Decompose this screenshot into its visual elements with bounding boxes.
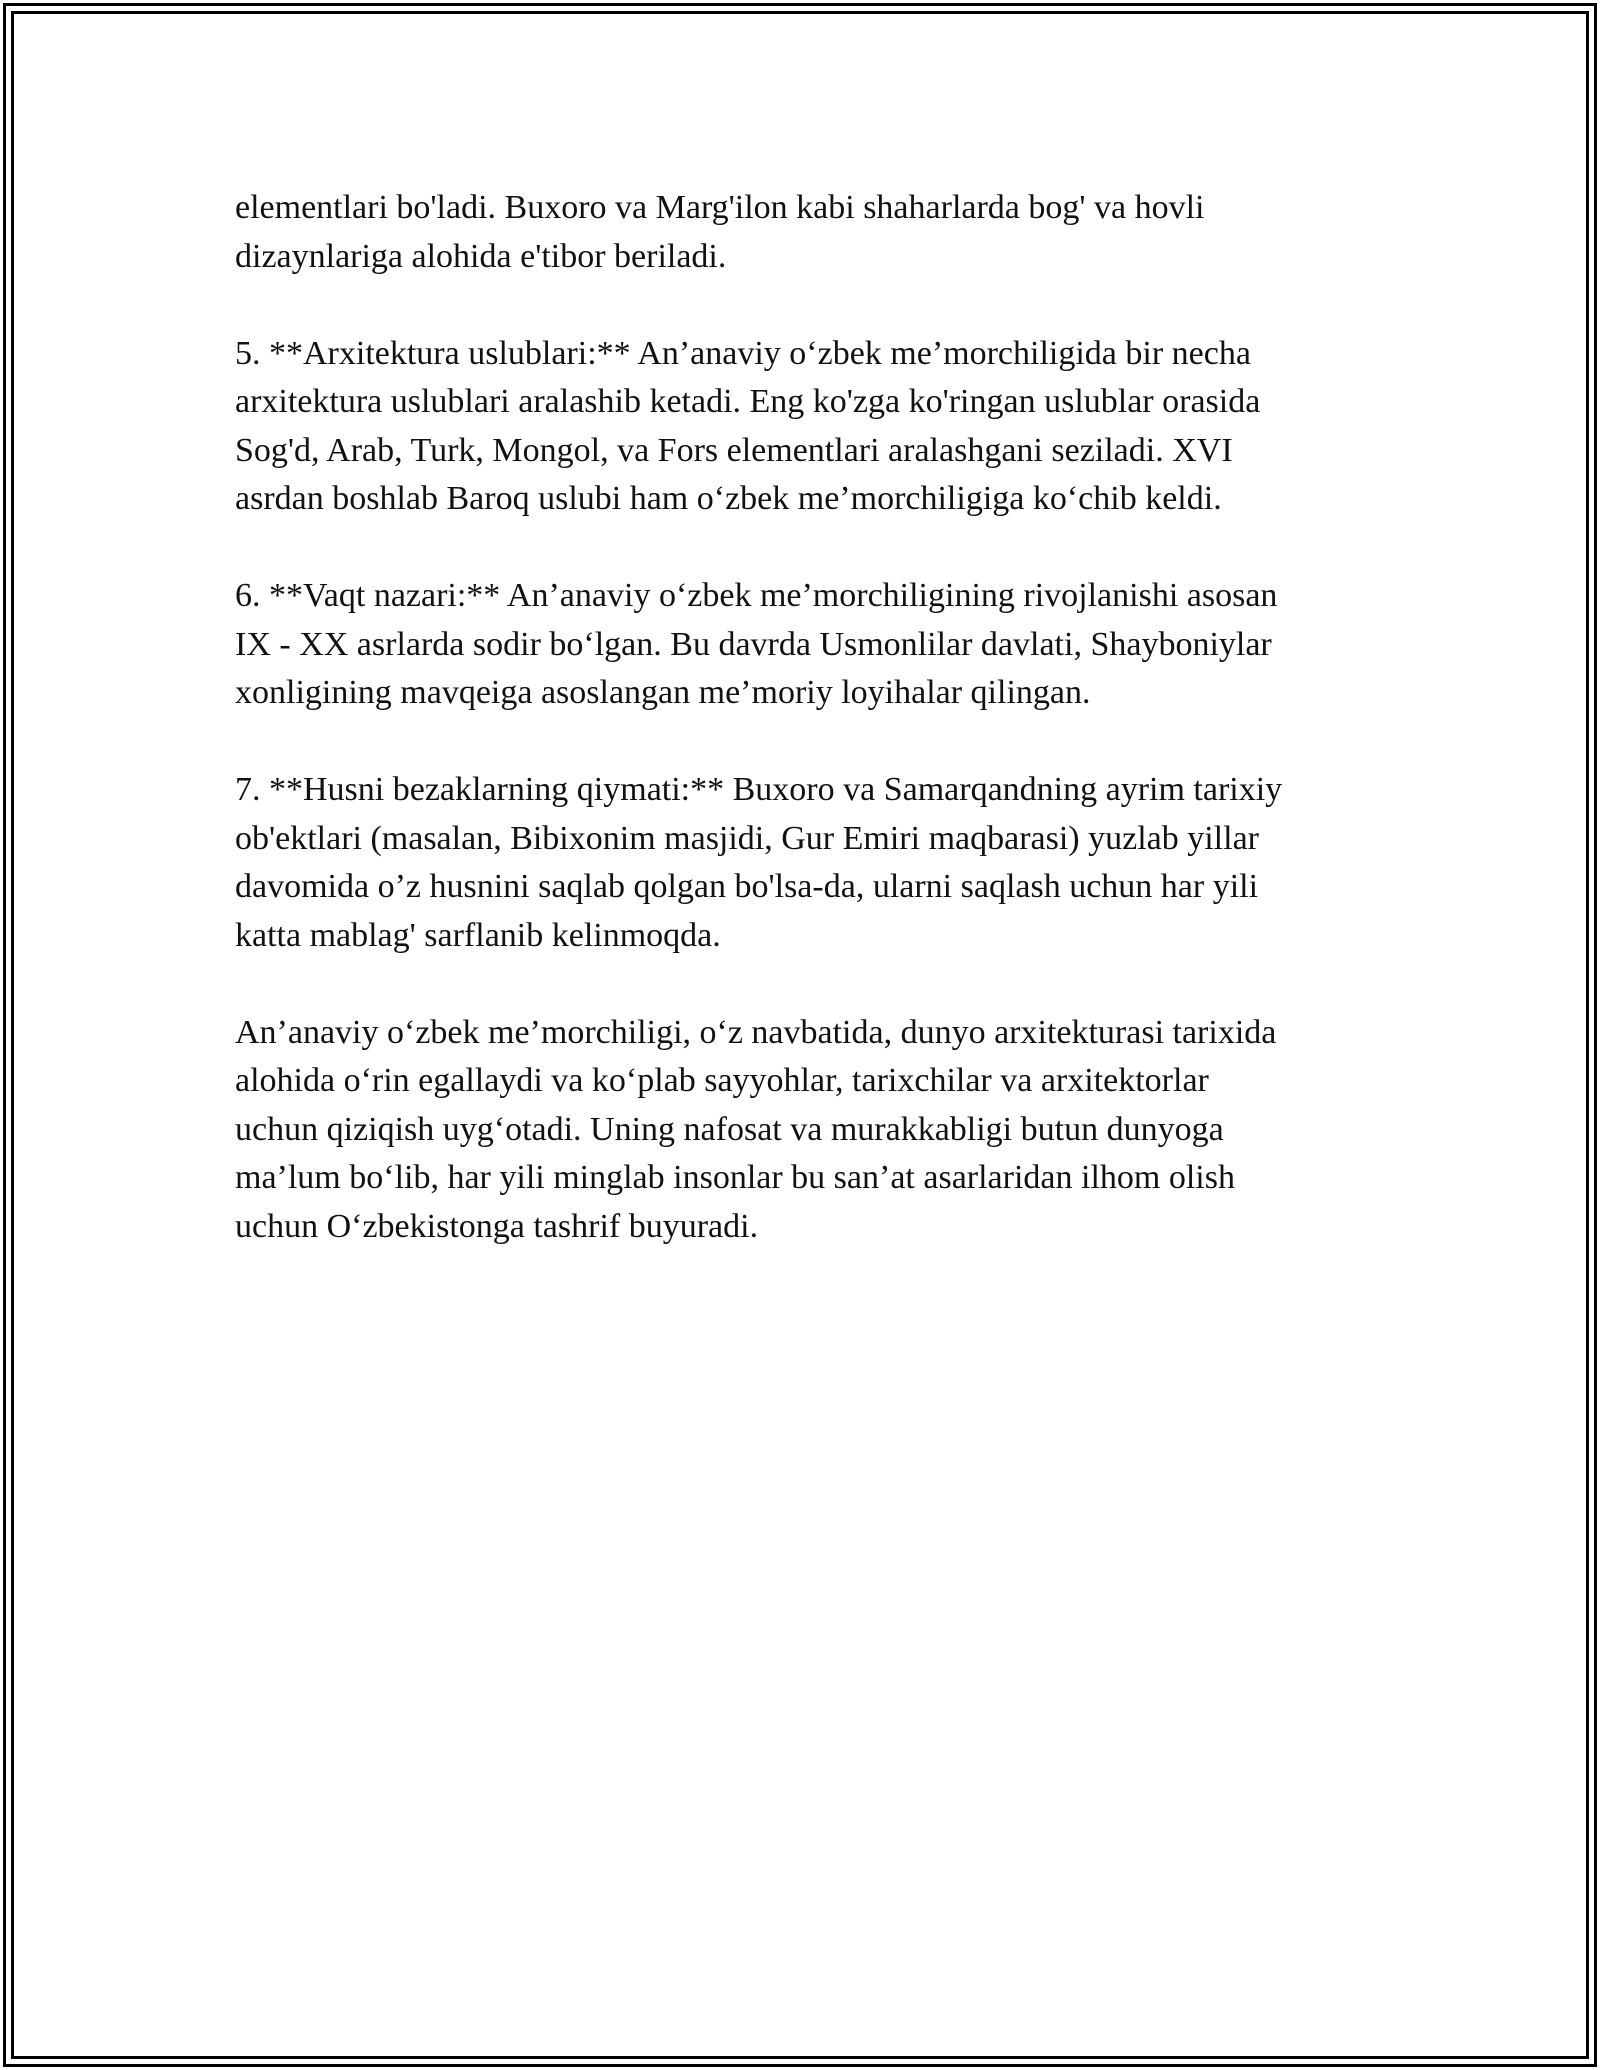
text-line: dizaynlariga alohida e'tibor beriladi.	[235, 237, 727, 275]
text-line: xonligining mavqeiga asoslangan me’moriy loyihalar qilingan.	[235, 674, 1091, 711]
paragraph-continuation	[235, 184, 1395, 281]
paragraph-item-5	[235, 330, 1395, 524]
text-line: arxitektura uslublari aralashib ketadi. Eng ko'zga ko'ringan uslublar orasida	[235, 383, 1261, 420]
paragraph-item-6	[235, 572, 1395, 718]
text-line: uchun qiziqish uyg‘otadi. Uning nafosat va murakkabligi butun dunyoga	[235, 1110, 1224, 1148]
text-line: asrdan boshlab Baroq uslubi ham o‘zbek me’morchiligiga ko‘chib keldi.	[235, 480, 1222, 517]
document-body	[235, 184, 1395, 1300]
text-line: elementlari bo'ladi. Buxoro va Marg'ilon kabi shaharlarda bog' va hovli	[235, 189, 1205, 226]
text-line: katta mablag' sarflanib kelinmoqda.	[235, 916, 721, 954]
paragraph-conclusion	[235, 1009, 1395, 1252]
text-line: alohida o‘rin egallaydi va ko‘plab sayyohlar, tarixchilar va arxitektorlar	[235, 1062, 1209, 1099]
text-line: An’anaviy o‘zbek me’morchiligi, o‘z navbatida, dunyo arxitekturasi tarixida	[235, 1013, 1277, 1051]
paragraph-item-7	[235, 766, 1395, 960]
text-line: ma’lum bo‘lib, har yili minglab insonlar bu san’at asarlaridan ilhom olish	[235, 1159, 1235, 1196]
text-line: Sog'd, Arab, Turk, Mongol, va Fors elementlari aralashgani seziladi. XVI	[235, 431, 1233, 469]
text-line: 7. **Husni bezaklarning qiymati:** Buxoro va Samarqandning ayrim tarixiy	[235, 771, 1283, 808]
text-line: uchun O‘zbekistonga tashrif buyuradi.	[235, 1207, 759, 1245]
text-line: davomida o’z husnini saqlab qolgan bo'lsa-da, ularni saqlash uchun har yili	[235, 868, 1259, 905]
text-line: ob'ektlari (masalan, Bibixonim masjidi, Gur Emiri maqbarasi) yuzlab yillar	[235, 819, 1259, 857]
text-line: 6. **Vaqt nazari:** An’anaviy o‘zbek me’morchiligining rivojlanishi asosan	[235, 577, 1278, 614]
text-line: IX - XX asrlarda sodir bo‘lgan. Bu davrda Usmonlilar davlati, Shayboniylar	[235, 625, 1272, 663]
text-line: 5. **Arxitektura uslublari:** An’anaviy o‘zbek me’morchiligida bir necha	[235, 334, 1251, 372]
